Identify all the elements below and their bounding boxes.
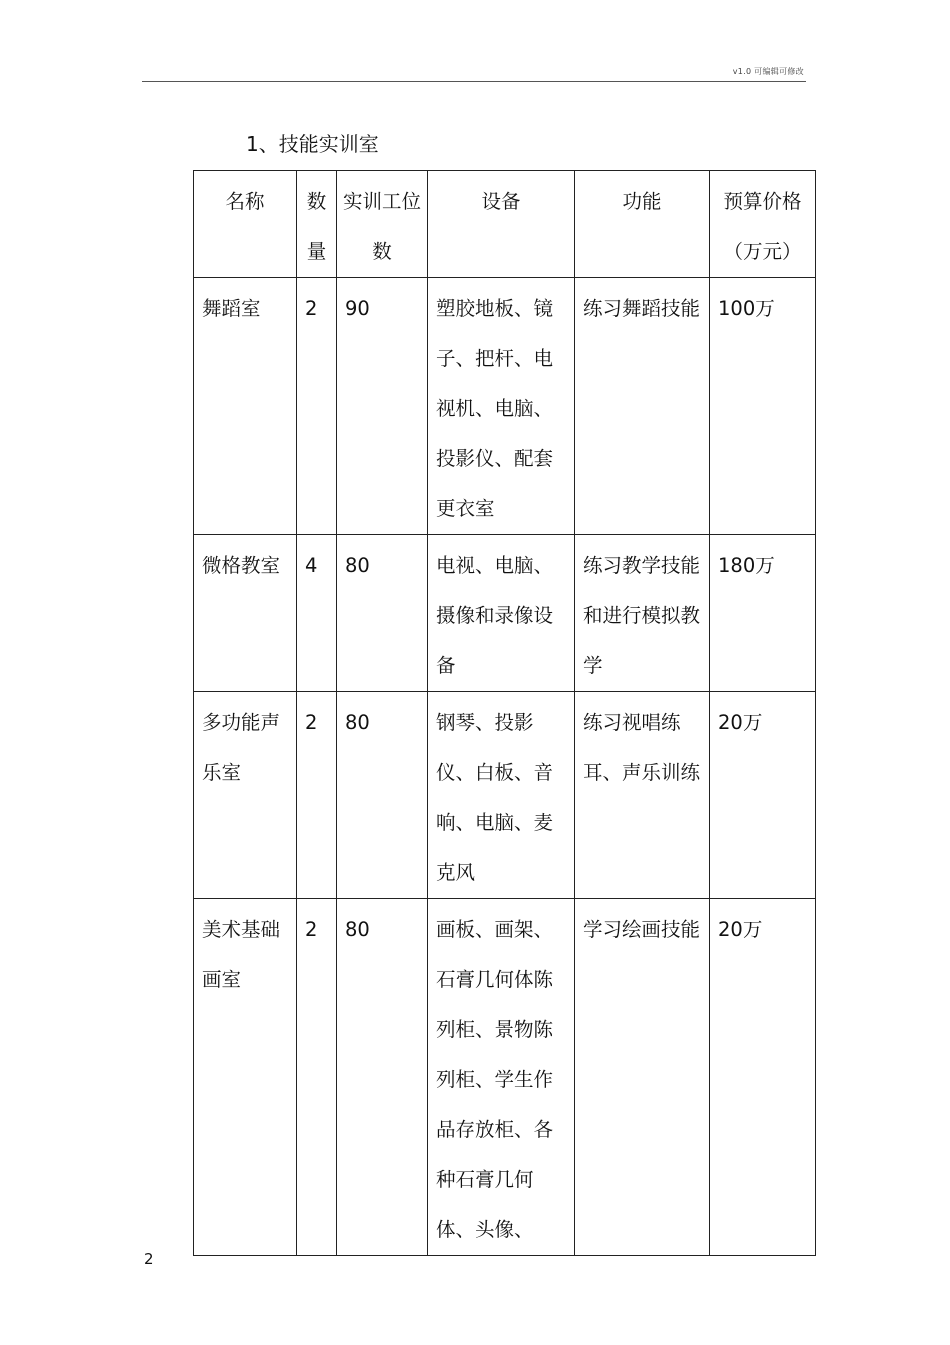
cell-name: 舞蹈室	[194, 278, 297, 535]
header-equipment: 设备	[428, 171, 575, 278]
cell-equipment: 钢琴、投影仪、白板、音响、电脑、麦克风	[428, 692, 575, 899]
header-quantity: 数量	[297, 171, 337, 278]
header-stations: 实训工位数	[337, 171, 428, 278]
page-number: 2	[144, 1250, 154, 1268]
training-rooms-table	[193, 170, 816, 1256]
table-header-row	[194, 171, 816, 278]
table-row	[194, 899, 816, 1256]
cell-name: 美术基础画室	[194, 899, 297, 1256]
cell-function: 练习舞蹈技能	[575, 278, 710, 535]
cell-budget: 180万	[710, 535, 816, 692]
header-version-text: v1.0 可编辑可修改	[732, 67, 804, 76]
cell-quantity: 2	[297, 899, 337, 1256]
cell-budget: 20万	[710, 899, 816, 1256]
table-row	[194, 278, 816, 535]
cell-name: 多功能声乐室	[194, 692, 297, 899]
cell-equipment: 电视、电脑、摄像和录像设备	[428, 535, 575, 692]
header-divider	[142, 81, 806, 82]
cell-budget: 20万	[710, 692, 816, 899]
section-title: 1、技能实训室	[246, 132, 379, 156]
cell-function: 学习绘画技能	[575, 899, 710, 1256]
cell-stations: 80	[337, 692, 428, 899]
cell-quantity: 2	[297, 278, 337, 535]
table-row	[194, 535, 816, 692]
header-budget: 预算价格（万元）	[710, 171, 816, 278]
table-row	[194, 692, 816, 899]
header-name: 名称	[194, 171, 297, 278]
cell-equipment: 画板、画架、石膏几何体陈列柜、景物陈列柜、学生作品存放柜、各种石膏几何体、头像、	[428, 899, 575, 1256]
cell-quantity: 2	[297, 692, 337, 899]
cell-quantity: 4	[297, 535, 337, 692]
cell-equipment: 塑胶地板、镜子、把杆、电视机、电脑、投影仪、配套更衣室	[428, 278, 575, 535]
cell-stations: 80	[337, 535, 428, 692]
cell-stations: 80	[337, 899, 428, 1256]
cell-budget: 100万	[710, 278, 816, 535]
cell-stations: 90	[337, 278, 428, 535]
cell-name: 微格教室	[194, 535, 297, 692]
header-function: 功能	[575, 171, 710, 278]
cell-function: 练习教学技能和进行模拟教学	[575, 535, 710, 692]
cell-function: 练习视唱练耳、声乐训练	[575, 692, 710, 899]
